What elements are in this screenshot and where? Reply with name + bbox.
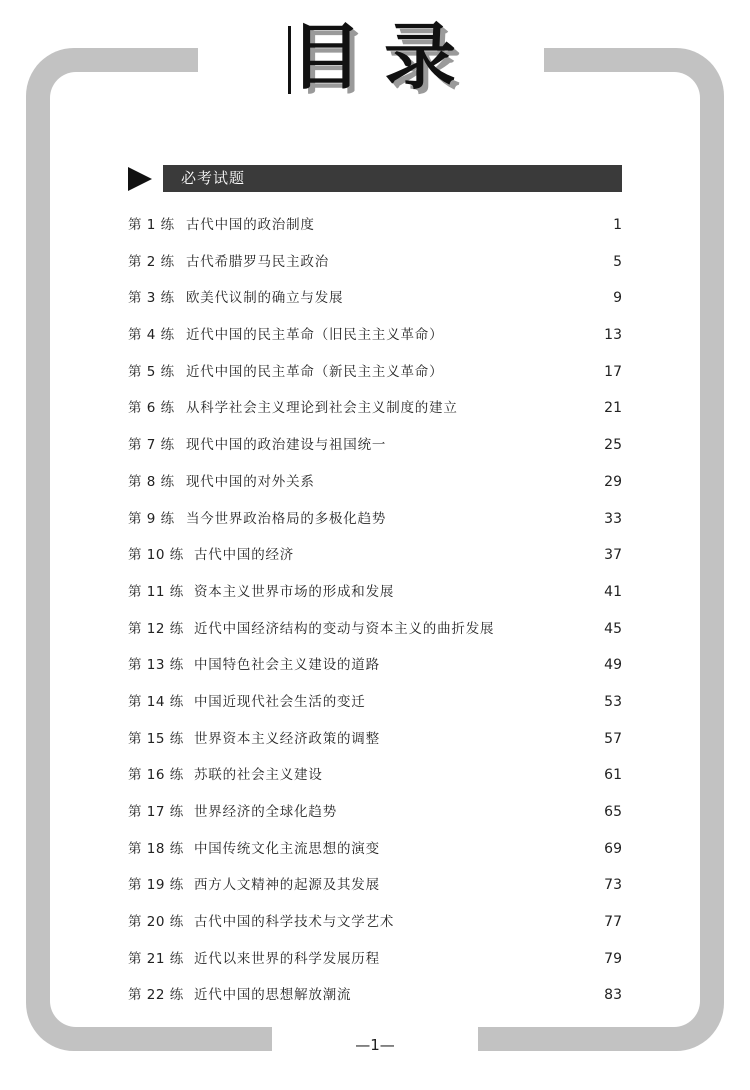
toc-exercise-title: 近代以来世界的科学发展历程 <box>194 950 380 967</box>
toc-page-number: 25 <box>604 437 622 454</box>
toc-row[interactable] <box>128 244 622 281</box>
toc-exercise-number: 第 17 练 <box>128 804 184 820</box>
toc-row[interactable] <box>128 904 622 941</box>
toc-row[interactable] <box>128 574 622 611</box>
toc-exercise-title: 古代中国的政治制度 <box>186 217 315 233</box>
toc-exercise-number: 第 16 练 <box>128 767 184 784</box>
toc-row[interactable] <box>128 317 622 354</box>
toc-page-number: 41 <box>604 583 622 600</box>
toc-page-number: 53 <box>604 693 622 710</box>
toc-page-number: 57 <box>604 730 622 747</box>
toc-page-number: 37 <box>604 547 622 564</box>
toc-exercise-number: 第 12 练 <box>128 620 184 637</box>
toc-row[interactable] <box>128 390 622 427</box>
toc-exercise-title: 近代中国的民主革命（旧民主主义革命） <box>186 327 444 344</box>
toc-exercise-number: 第 11 练 <box>128 583 184 600</box>
toc-exercise-number: 第 8 练 <box>128 473 175 490</box>
toc-row[interactable] <box>128 941 622 978</box>
toc-exercise-title: 古代中国的科学技术与文学艺术 <box>194 914 395 931</box>
page-title: 目录 <box>290 15 479 99</box>
toc-exercise-number: 第 20 练 <box>128 914 184 931</box>
toc-row[interactable] <box>128 464 622 501</box>
toc-page-number: 45 <box>604 620 622 637</box>
toc-exercise-number: 第 13 练 <box>128 657 184 674</box>
toc-exercise-title: 中国近现代社会生活的变迁 <box>194 693 366 710</box>
toc-exercise-number: 第 2 练 <box>128 253 175 270</box>
toc-row[interactable] <box>128 207 622 244</box>
toc-exercise-title: 西方人文精神的起源及其发展 <box>194 877 380 894</box>
toc-page-number: 9 <box>613 290 622 307</box>
toc-page-number: 29 <box>604 473 622 490</box>
toc-row[interactable] <box>128 537 622 574</box>
toc-exercise-number: 第 9 练 <box>128 510 175 527</box>
toc-exercise-number: 第 22 练 <box>128 987 184 1004</box>
toc-exercise-title: 中国传统文化主流思想的演变 <box>194 840 380 857</box>
page-number: —1— <box>355 1036 395 1054</box>
toc-exercise-number: 第 1 练 <box>128 217 175 233</box>
toc-exercise-title: 近代中国的民主革命（新民主主义革命） <box>186 363 444 380</box>
toc-exercise-title: 欧美代议制的确立与发展 <box>186 290 344 307</box>
toc-exercise-number: 第 4 练 <box>128 327 175 344</box>
toc-exercise-title: 古代希腊罗马民主政治 <box>186 253 329 270</box>
toc-page-number: 65 <box>604 804 622 820</box>
table-of-contents <box>128 207 622 1014</box>
toc-exercise-title: 从科学社会主义理论到社会主义制度的建立 <box>186 400 458 417</box>
toc-page-number: 5 <box>613 253 622 270</box>
toc-row[interactable] <box>128 867 622 904</box>
toc-page-number: 83 <box>604 987 622 1004</box>
toc-page-number: 21 <box>604 400 622 417</box>
toc-row[interactable] <box>128 647 622 684</box>
toc-exercise-title: 世界经济的全球化趋势 <box>194 804 337 820</box>
toc-exercise-title: 中国特色社会主义建设的道路 <box>194 657 380 674</box>
toc-exercise-number: 第 3 练 <box>128 290 175 307</box>
toc-page-number: 1 <box>613 217 622 233</box>
toc-exercise-number: 第 15 练 <box>128 730 184 747</box>
toc-exercise-title: 近代中国经济结构的变动与资本主义的曲折发展 <box>194 620 495 637</box>
toc-row[interactable] <box>128 684 622 721</box>
play-arrow-icon <box>128 167 152 191</box>
toc-page-number: 17 <box>604 363 622 380</box>
toc-exercise-title: 苏联的社会主义建设 <box>194 767 323 784</box>
toc-exercise-title: 当今世界政治格局的多极化趋势 <box>186 510 387 527</box>
toc-row[interactable] <box>128 794 622 831</box>
toc-page-number: 69 <box>604 840 622 857</box>
toc-page-number: 61 <box>604 767 622 784</box>
toc-exercise-number: 第 7 练 <box>128 437 175 454</box>
toc-row[interactable] <box>128 354 622 391</box>
toc-exercise-title: 近代中国的思想解放潮流 <box>194 987 352 1004</box>
toc-row[interactable] <box>128 757 622 794</box>
toc-row[interactable] <box>128 721 622 758</box>
toc-row[interactable] <box>128 280 622 317</box>
toc-exercise-title: 古代中国的经济 <box>194 547 295 564</box>
toc-exercise-title: 世界资本主义经济政策的调整 <box>194 730 380 747</box>
toc-row[interactable] <box>128 831 622 868</box>
toc-row[interactable] <box>128 427 622 464</box>
toc-page-number: 13 <box>604 327 622 344</box>
toc-exercise-number: 第 5 练 <box>128 363 175 380</box>
toc-row[interactable] <box>128 501 622 538</box>
toc-exercise-title: 现代中国的政治建设与祖国统一 <box>186 437 387 454</box>
toc-page-number: 77 <box>604 914 622 931</box>
toc-exercise-title: 资本主义世界市场的形成和发展 <box>194 583 395 600</box>
toc-row[interactable] <box>128 611 622 648</box>
toc-exercise-number: 第 10 练 <box>128 547 184 564</box>
toc-exercise-number: 第 21 练 <box>128 950 184 967</box>
toc-exercise-title: 现代中国的对外关系 <box>186 473 315 490</box>
toc-exercise-number: 第 6 练 <box>128 400 175 417</box>
toc-exercise-number: 第 14 练 <box>128 693 184 710</box>
toc-page-number: 49 <box>604 657 622 674</box>
section-title: 必考试题 <box>163 165 622 192</box>
toc-page-number: 73 <box>604 877 622 894</box>
section-header <box>128 165 622 192</box>
toc-row[interactable] <box>128 977 622 1014</box>
toc-page-number: 33 <box>604 510 622 527</box>
toc-exercise-number: 第 18 练 <box>128 840 184 857</box>
toc-exercise-number: 第 19 练 <box>128 877 184 894</box>
toc-page-number: 79 <box>604 950 622 967</box>
